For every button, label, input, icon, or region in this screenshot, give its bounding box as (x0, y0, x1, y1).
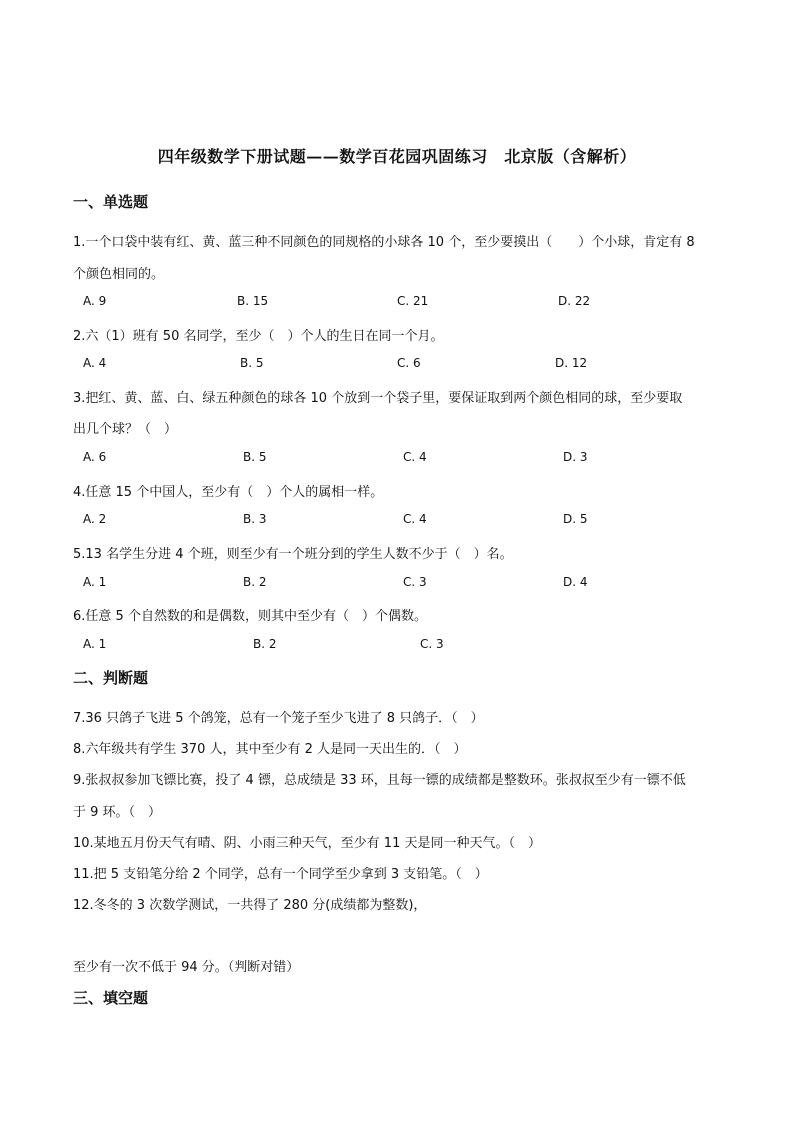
question-7: 7.36 只鸽子飞进 5 个鸽笼，总有一个笼子至少飞进了 8 只鸽子．（ ） (73, 711, 484, 726)
option-b[interactable]: B. 2 (253, 637, 277, 651)
option-c[interactable]: C. 3 (403, 575, 427, 589)
page-title: 四年级数学下册试题——数学百花园巩固练习 北京版（含解析） (157, 147, 637, 166)
section-single-choice: 一、单选题 (73, 193, 149, 211)
option-c[interactable]: C. 4 (403, 512, 427, 526)
question-4-line-1: 4.任意 15 个中国人，至少有（ ）个人的属相一样。 (73, 485, 384, 500)
option-d[interactable]: D. 5 (563, 512, 588, 526)
question-6-options (0, 637, 794, 657)
question-3-options (0, 450, 794, 470)
option-a[interactable]: A. 9 (83, 294, 107, 308)
option-d[interactable]: D. 4 (563, 575, 588, 589)
question-9-line-2: 于 9 环。（ ） (73, 805, 162, 820)
option-d[interactable]: D. 3 (563, 450, 588, 464)
option-b[interactable]: B. 5 (240, 356, 264, 370)
question-8: 8.六年级共有学生 370 人，其中至少有 2 人是同一天出生的．（ ） (73, 742, 467, 757)
question-12-line-2: 至少有一次不低于 94 分。（判断对错） (73, 960, 300, 975)
option-a[interactable]: A. 1 (83, 575, 107, 589)
question-5-options (0, 575, 794, 595)
option-a[interactable]: A. 6 (83, 450, 107, 464)
question-2-options (0, 356, 794, 376)
option-a[interactable]: A. 4 (83, 356, 107, 370)
option-c[interactable]: C. 21 (397, 294, 429, 308)
question-4-options (0, 512, 794, 532)
question-9-line-1: 9.张叔叔参加飞镖比赛，投了 4 镖，总成绩是 33 环，且每一镖的成绩都是整数环。张叔叔至少有一镖不低 (73, 773, 686, 788)
option-d[interactable]: D. 12 (555, 356, 588, 370)
option-b[interactable]: B. 2 (243, 575, 267, 589)
question-10: 10.某地五月份天气有晴、阴、小雨三种天气，至少有 11 天是同一种天气。（ ） (73, 836, 541, 851)
option-c[interactable]: C. 6 (397, 356, 421, 370)
question-1-line-2: 个颜色相同的。 (73, 267, 165, 282)
option-c[interactable]: C. 3 (420, 637, 444, 651)
option-c[interactable]: C. 4 (403, 450, 427, 464)
question-6-line-1: 6.任意 5 个自然数的和是偶数，则其中至少有（ ）个偶数。 (73, 609, 427, 624)
option-b[interactable]: B. 3 (243, 512, 267, 526)
question-1-line-1: 1.一个口袋中装有红、黄、蓝三种不同颜色的同规格的小球各 10 个，至少要摸出（ ）个小球，肯定有 8 (73, 235, 695, 250)
section-true-false: 二、判断题 (73, 669, 149, 687)
question-3-line-2: 出几个球？（ ） (73, 422, 178, 437)
question-5-line-1: 5.13 名学生分进 4 个班，则至少有一个班分到的学生人数不少于（ ）名。 (73, 547, 513, 562)
section-fill-in: 三、填空题 (73, 989, 149, 1007)
question-1-options (0, 294, 794, 314)
option-b[interactable]: B. 15 (237, 294, 269, 308)
option-b[interactable]: B. 5 (243, 450, 267, 464)
option-a[interactable]: A. 1 (83, 637, 107, 651)
question-12-line-1: 12.冬冬的 3 次数学测试，一共得了 280 分(成绩都为整数)， (73, 898, 427, 913)
question-2-line-1: 2.六（1）班有 50 名同学，至少（ ）个人的生日在同一个月。 (73, 329, 444, 344)
option-a[interactable]: A. 2 (83, 512, 107, 526)
question-11: 11.把 5 支铅笔分给 2 个同学，总有一个同学至少拿到 3 支铅笔。（ ） (73, 867, 488, 882)
question-3-line-1: 3.把红、黄、蓝、白、绿五种颜色的球各 10 个放到一个袋子里，要保证取到两个颜色相同的球，至少要取 (73, 391, 683, 406)
option-d[interactable]: D. 22 (558, 294, 591, 308)
